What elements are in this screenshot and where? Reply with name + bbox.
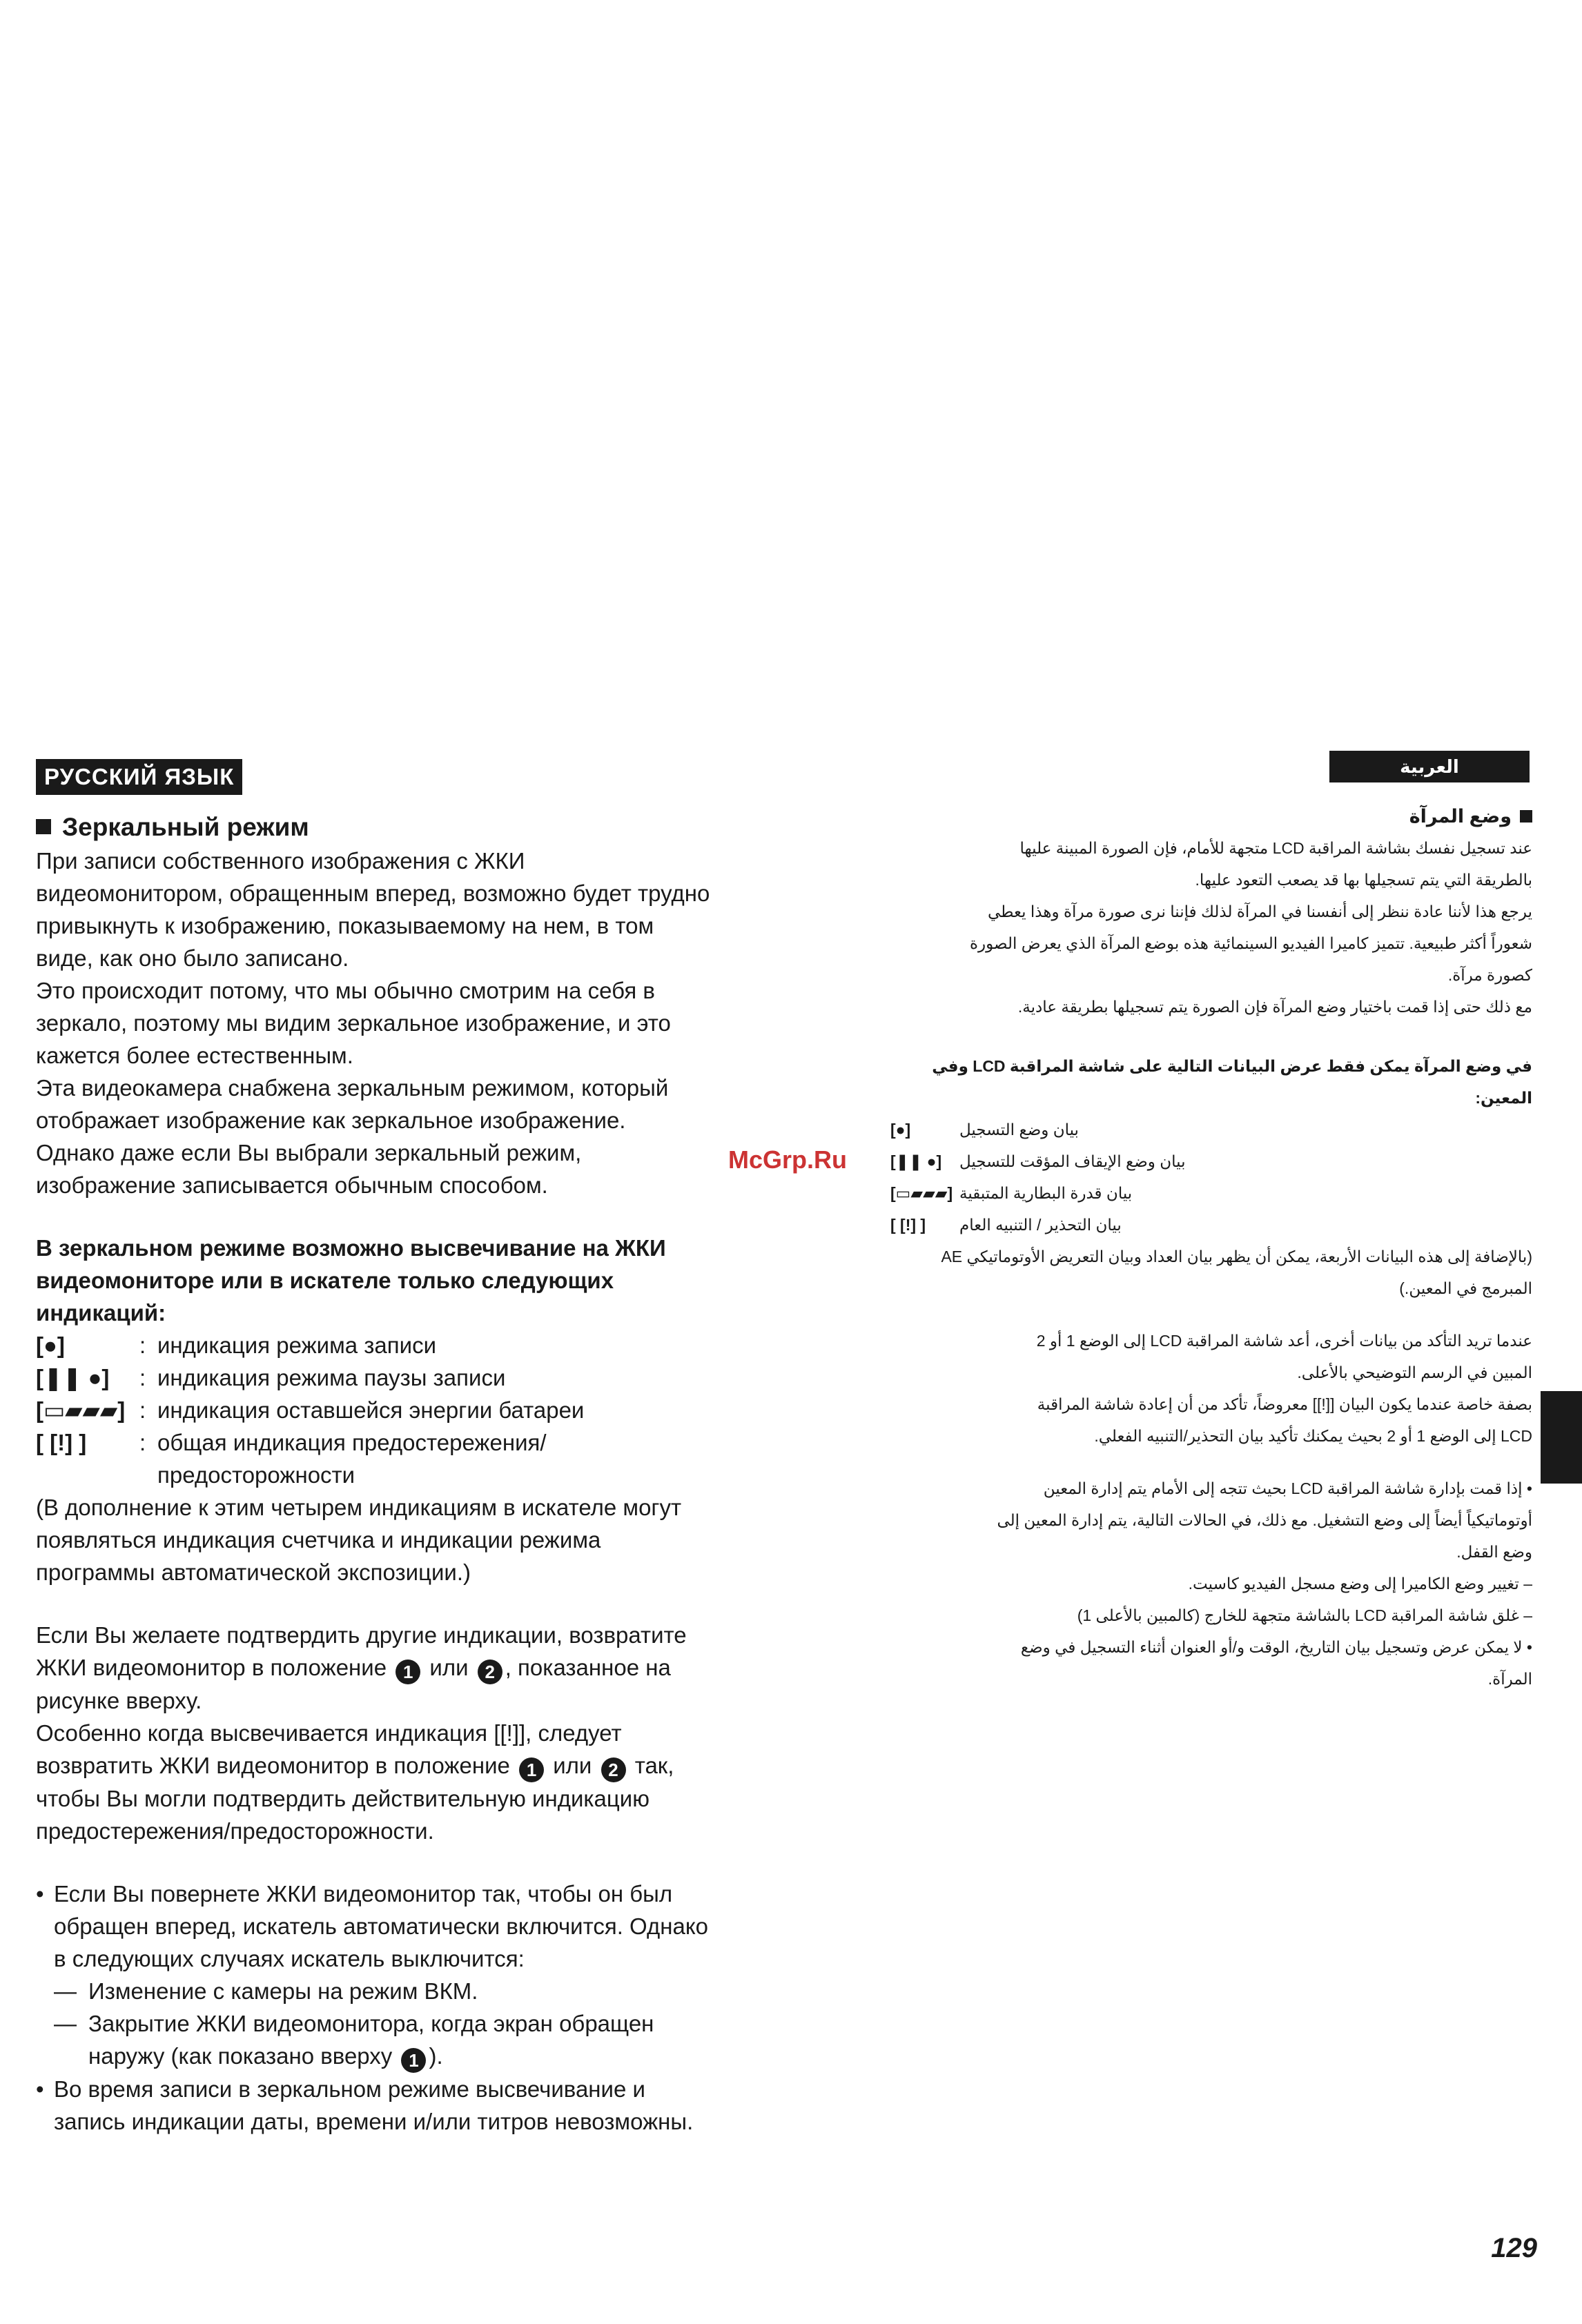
- language-tab-arabic: العربية: [1329, 751, 1530, 782]
- indication-row: [ [!] ] : общая индикация предостережения/: [36, 1426, 864, 1459]
- intro-paragraph-arabic: عند تسجيل نفسك بشاشة المراقبة LCD متجهة للأمام، فإن الصورة المبينة عليها بالطريقة التي يتم تسجيلها بها قد يصعب التعود عليها. يرجع هذا لأننا عادة ننظر إلى أنفسنا في المرآة لذلك فإننا نرى صورة مرآة وهذا يعطي شعوراً أكثر طبيعية. تتميز كاميرا الفيديو السينمائية هذه بوضع المرآة الذي يعرض الصورة كصورة مرآة. مع ذلك حتى إذا قمت باختيار وضع المرآة فإن الصورة يتم تسجيلها بطريقة عادية.: [970, 839, 1532, 1016]
- russian-column: [36, 759, 864, 2138]
- warning-indicator-icon: [ [!] ]: [36, 1430, 87, 1455]
- section-title-arabic: وضع المرآة: [890, 800, 1532, 832]
- dash-item: — Закрытие ЖКИ видеомонитора, когда экран обращен наружу (как показано вверху 1 ).: [36, 2007, 864, 2073]
- square-bullet-icon: [1520, 810, 1532, 823]
- bullet-item: • Если Вы повернете ЖКИ видеомонитор так, чтобы он был обращен вперед, искатель автоматически включится. Однако в следующих случаях искатель выключится:: [36, 1878, 864, 1975]
- side-thumb-tab: [1541, 1391, 1582, 1484]
- indications-heading: В зеркальном режиме возможно высвечивание на ЖКИ видеомониторе или в искателе только следующих индикаций:: [36, 1235, 666, 1326]
- battery-indicator-icon: [▭▰▰▰]: [36, 1397, 126, 1423]
- bullet-icon: •: [36, 1881, 44, 1907]
- indication-row: [❚❚ ●] بيان وضع الإيقاف المؤقت للتسجيل: [890, 1145, 1532, 1177]
- position-1-icon: 1: [396, 1660, 420, 1684]
- arabic-column: [890, 752, 1532, 1695]
- warning-indicator-icon: [ [!] ]: [890, 1216, 926, 1234]
- bullet-item: • Во время записи в зеркальном режиме высвечивание и запись индикации даты, времени и/или титров невозможны.: [36, 2073, 864, 2138]
- bullet-icon: •: [36, 2076, 44, 2102]
- language-tab-russian: РУССКИЙ ЯЗЫК: [36, 759, 242, 795]
- position-1-icon: 1: [401, 2048, 426, 2073]
- section-title: Зеркальный режим: [36, 810, 864, 845]
- note-arabic: (بالإضافة إلى هذه البيانات الأربعة، يمكن أن يظهر بيان العداد وبيان التعريض الأوتوماتيكي AE المبرمج في المعين.): [941, 1248, 1532, 1297]
- position-2-icon: 2: [601, 1757, 626, 1782]
- pause-indicator-icon: [❚❚ ●]: [36, 1365, 110, 1390]
- indication-row: [▭▰▰▰] : индикация оставшейся энергии батареи: [36, 1394, 864, 1426]
- battery-indicator-icon: [▭▰▰▰]: [890, 1184, 953, 1202]
- watermark: McGrp.Ru: [728, 1145, 848, 1174]
- indications-heading-arabic: في وضع المرآة يمكن فقط عرض البيانات التالية على شاشة المراقبة LCD وفي المعين:: [932, 1057, 1532, 1107]
- intro-paragraph: При записи собственного изображения с ЖКИ видеомонитором, обращенным вперед, возможно будет трудно привыкнуть к изображению, показываемому на нем, в том виде, как оно было записано. Это происходит потому, что мы обычно смотрим на себя в зеркало, поэтому мы видим зеркальное изображение, и это кажется более естественным. Эта видеокамера снабжена зеркальным режимом, который отображает изображение как зеркальное изображение. Однако даже если Вы выбрали зеркальный режим, изображение записывается обычным способом.: [36, 848, 710, 1198]
- indications-list: [●] : индикация режима записи [❚❚ ●] : индикация режима паузы записи [▭▰▰▰] : индикация оставшейся энергии батареи [ [!] ] : общая индикация предостережения/ предосторожности: [36, 1329, 864, 1491]
- note-paragraph: (В дополнение к этим четырем индикациям в искателе могут появляться индикация счетчика и индикации режима программы автоматической экспозиции.): [36, 1495, 682, 1585]
- record-indicator-icon: [●]: [890, 1121, 911, 1139]
- indications-list-arabic: [890, 1114, 1532, 1241]
- record-indicator-icon: [●]: [36, 1332, 65, 1358]
- indication-row: [ [!] ] بيان التحذير / التنبيه العام: [890, 1209, 1532, 1241]
- page-number: 129: [1491, 2233, 1537, 2263]
- bullets-arabic: • إذا قمت بإدارة شاشة المراقبة LCD بحيث تتجه إلى الأمام يتم إدارة المعين أوتوماتيكياً أيضاً إلى وضع التشغيل. مع ذلك، في الحالات التالية، يتم إدارة المعين إلى وضع القفل. – تغيير وضع الكاميرا إلى وضع مسجل الفيديو كاسيت. – غلق شاشة المراقبة LCD بالشاشة متجهة للخارج (كالمبين بالأعلى 1) • لا يمكن عرض وتسجيل بيان التاريخ، الوقت و/أو العنوان أثناء التسجيل في وضع المرآة.: [997, 1479, 1532, 1688]
- dash-item: — Изменение с камеры на режим ВКМ.: [54, 1978, 478, 2004]
- indication-row: [❚❚ ●] : индикация режима паузы записи: [36, 1361, 864, 1394]
- position-1-icon: 1: [519, 1757, 544, 1782]
- confirm-paragraph-arabic: عندما تريد التأكد من بيانات أخرى، أعد شاشة المراقبة LCD إلى الوضع 1 أو 2 المبين في الرسم التوضيحي بالأعلى. بصفة خاصة عندما يكون البيان [[!]] معروضاً، تأكد من أن إعادة شاشة المراقبة LCD إلى الوضع 1 أو 2 بحيث يمكنك تأكيد بيان التحذير/التنبيه الفعلي.: [1036, 1332, 1532, 1445]
- indication-row: [▭▰▰▰] بيان قدرة البطارية المتبقية: [890, 1177, 1532, 1209]
- pause-indicator-icon: [❚❚ ●]: [890, 1152, 942, 1170]
- indication-row: [●] بيان وضع التسجيل: [890, 1114, 1532, 1145]
- position-2-icon: 2: [478, 1660, 502, 1684]
- indication-row: [●] : индикация режима записи: [36, 1329, 864, 1361]
- confirm-paragraph: Если Вы желаете подтвердить другие индикации, возвратите ЖКИ видеомонитор в положение 1 или 2 , показанное на рисунке вверху. Особенно когда высвечивается индикация [[!]], следует возвратить ЖКИ видеомонитор в положение 1 или 2 так, чтобы Вы могли подтвердить действительную индикацию предостережения/предосторожности.: [36, 1622, 687, 1844]
- square-bullet-icon: [36, 819, 51, 834]
